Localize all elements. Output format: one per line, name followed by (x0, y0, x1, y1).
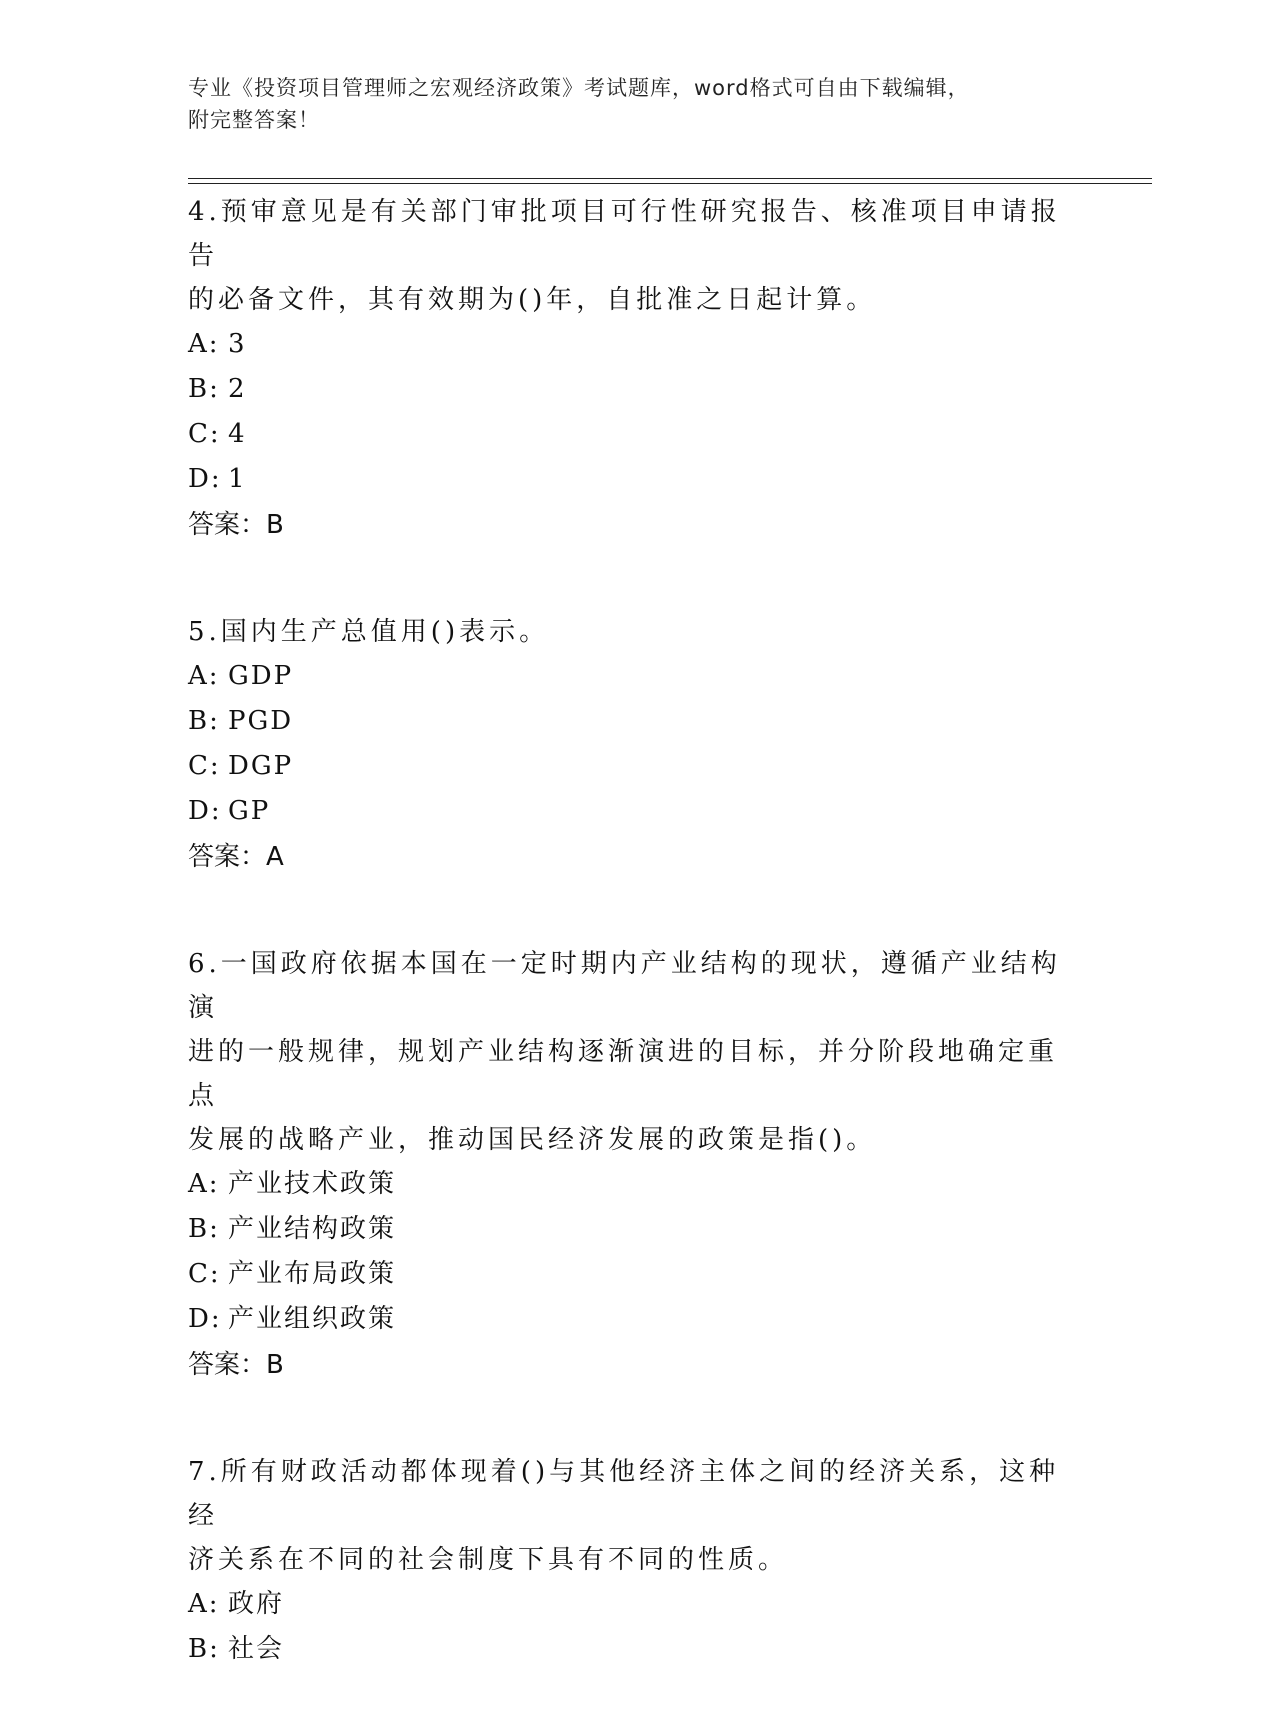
option-key: D: (188, 1304, 222, 1334)
question-6 (188, 942, 1068, 1388)
option-key: A: (188, 1169, 220, 1199)
option-text: 产业组织政策 (228, 1304, 397, 1334)
option-text: GDP (228, 661, 294, 691)
question-stem-line: 发展的战略产业，推动国民经济发展的政策是指()。 (188, 1125, 877, 1155)
option-text: 政府 (228, 1589, 285, 1619)
option-text: 4 (228, 419, 247, 449)
option-text: GP (228, 796, 271, 826)
question-stem-line: 进的一般规律，规划产业结构逐渐演进的目标，并分阶段地确定重点 (188, 1037, 1059, 1111)
option-a (188, 1582, 1068, 1627)
question-stem-line: 济关系在不同的社会制度下具有不同的性质。 (188, 1545, 789, 1575)
question-list (188, 190, 1068, 1734)
option-text: PGD (228, 706, 294, 736)
option-c (188, 412, 1068, 457)
option-text: DGP (228, 751, 294, 781)
document-header (188, 72, 1088, 136)
option-b (188, 367, 1068, 412)
option-text: 产业结构政策 (228, 1214, 397, 1244)
question-stem-line: 4.预审意见是有关部门审批项目可行性研究报告、核准项目申请报告 (188, 197, 1061, 271)
question-stem-line: 6.一国政府依据本国在一定时期内产业结构的现状，遵循产业结构演 (188, 949, 1061, 1023)
header-line-1: 专业《投资项目管理师之宏观经济政策》考试题库，word格式可自由下载编辑， (188, 76, 970, 100)
question-7 (188, 1450, 1068, 1672)
option-key: C: (188, 419, 221, 449)
question-stem-line: 7.所有财政活动都体现着()与其他经济主体之间的经济关系，这种经 (188, 1457, 1060, 1531)
option-c (188, 1252, 1068, 1297)
question-stem-line: 的必备文件，其有效期为()年，自批准之日起计算。 (188, 285, 877, 315)
answer-label: 答案：B (188, 510, 284, 540)
option-text: 1 (228, 464, 247, 494)
option-key: B: (188, 374, 220, 404)
option-text: 产业布局政策 (228, 1259, 397, 1289)
option-key: B: (188, 1214, 220, 1244)
option-text: 2 (228, 374, 247, 404)
option-b (188, 699, 1068, 744)
option-key: A: (188, 661, 220, 691)
option-key: B: (188, 1634, 220, 1664)
option-text: 社会 (228, 1634, 285, 1664)
option-c (188, 744, 1068, 789)
option-a (188, 654, 1068, 699)
question-5 (188, 610, 1068, 880)
option-key: C: (188, 1259, 221, 1289)
option-text: 3 (228, 329, 247, 359)
option-d (188, 789, 1068, 834)
option-key: D: (188, 796, 222, 826)
option-key: C: (188, 751, 221, 781)
option-key: B: (188, 706, 220, 736)
option-key: A: (188, 329, 220, 359)
question-4 (188, 190, 1068, 548)
option-d (188, 457, 1068, 502)
option-key: A: (188, 1589, 220, 1619)
question-stem-line: 5.国内生产总值用()表示。 (188, 617, 550, 647)
answer-label: 答案：A (188, 842, 284, 872)
header-divider-bottom (188, 183, 1152, 184)
header-divider-top (188, 178, 1152, 179)
header-line-2: 附完整答案！ (188, 108, 320, 132)
option-key: D: (188, 464, 222, 494)
option-b (188, 1207, 1068, 1252)
option-a (188, 322, 1068, 367)
option-text: 产业技术政策 (228, 1169, 397, 1199)
answer-label: 答案：B (188, 1350, 284, 1380)
option-d (188, 1297, 1068, 1342)
option-a (188, 1162, 1068, 1207)
